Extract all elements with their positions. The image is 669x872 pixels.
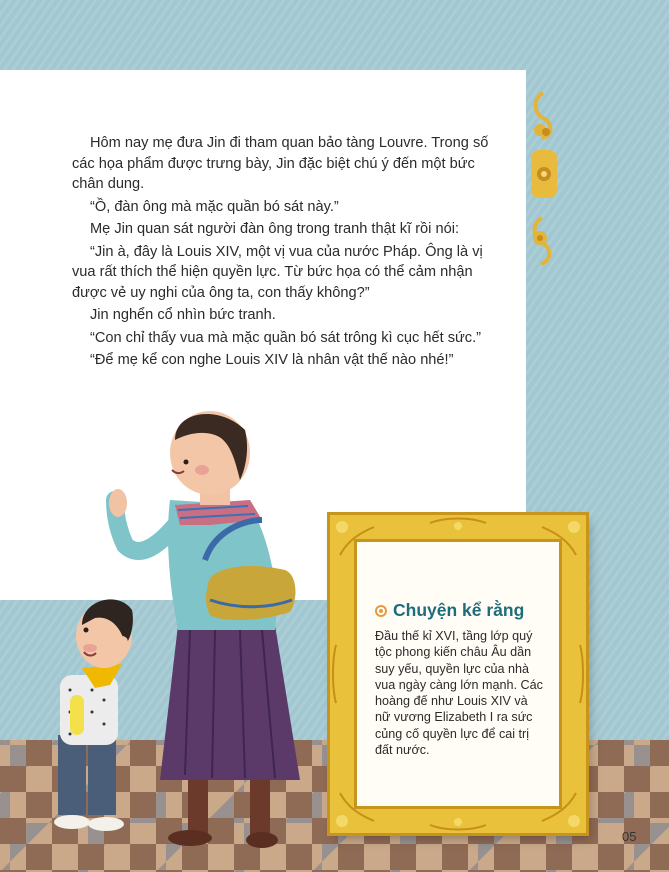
story-paragraph-6: “Con chỉ thấy vua mà mặc quần bó sát trông kì cục hết sức.” (90, 329, 482, 346)
story-paragraph-3: Mẹ Jin quan sát người đàn ông trong tranh thật kĩ rồi nói: (90, 221, 459, 237)
infobox-title (375, 600, 524, 621)
infobox-text: Đầu thế kỉ XVI, tầng lớp quý tộc phong kiến châu Âu dần suy yếu, quyền lực của nhà vua ngày càng lớn mạnh. Các hoàng đế như Louis XIV và nữ vương Elizabeth I ra sức củng cố quyền lực để cai trị đất nước. (375, 629, 543, 758)
story-paragraph-4: “Jin à, đây là Louis XIV, một vị vua của nước Pháp. Ông là vị vua rất thích thể hiện quyền lực. Từ bức họa có thể cảm nhận được vẻ uy nghi của ông ta, con thấy không?” (72, 243, 483, 301)
story-paragraph-5: Jin nghển cổ nhìn bức tranh. (90, 307, 276, 323)
flower-bullet-icon (375, 605, 387, 617)
story-paragraph-1: Hôm nay mẹ đưa Jin đi tham quan bảo tàng Louvre. Trong số các họa phẩm được trưng bày, Jin đặc biệt chú ý đến một bức chân dung. (72, 135, 489, 192)
page-number: 05 (622, 829, 637, 844)
infobox-title-text: Chuyện kể rằng (393, 600, 525, 620)
story-paragraph-7: “Để mẹ kể con nghe Louis XIV là nhân vật thế nào nhé!” (90, 352, 454, 368)
story-paragraph-2: “Ồ, đàn ông mà mặc quần bó sát này.” (90, 198, 339, 215)
